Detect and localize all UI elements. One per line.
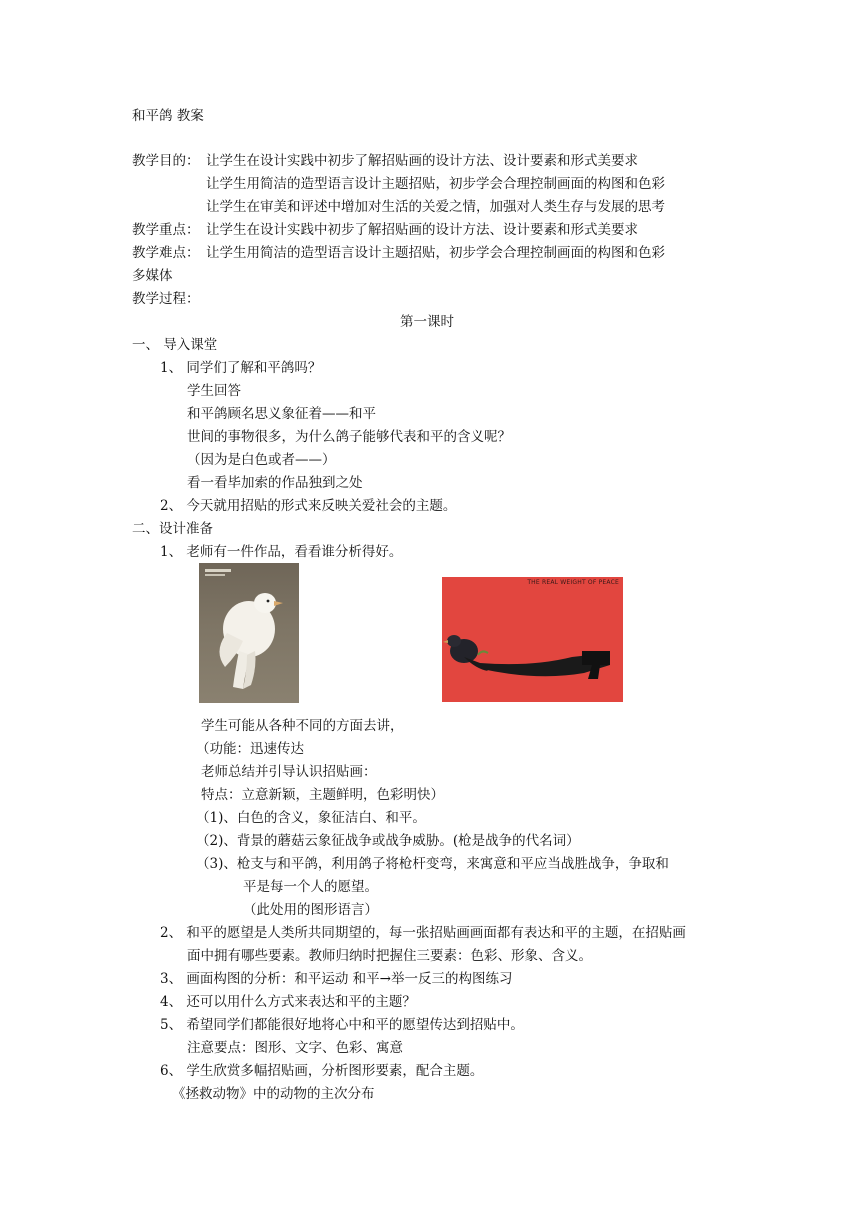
section1-line-3: 世间的事物很多，为什么鸽子能够代表和平的含义呢？ <box>187 429 511 445</box>
key-points: 让学生在设计实践中初步了解招贴画的设计方法、设计要素和形式美要求 <box>206 222 638 238</box>
section2-item3: 3、 画面构图的分析：和平运动 和平→举一反三的构图练习 <box>160 971 513 987</box>
gun-poster-caption: THE REAL WEIGHT OF PEACE <box>527 579 619 586</box>
media: 多媒体 <box>132 268 173 284</box>
section2-item4: 4、 还可以用什么方式来表达和平的主题？ <box>160 994 416 1010</box>
section2-item1: 1、 老师有一件作品，看看谁分析得好。 <box>160 544 403 560</box>
objective-2: 让学生用简洁的造型语言设计主题招贴，初步学会合理控制画面的构图和色彩 <box>206 176 665 192</box>
section2-item5: 5、 希望同学们都能很好地将心中和平的愿望传达到招贴中。 <box>160 1017 524 1033</box>
section2-item2-line2: 面中拥有哪些要素。教师归纳时把握住三要素：色彩、形象、含义。 <box>187 948 592 964</box>
after-line-1: 学生可能从各种不同的方面去讲， <box>201 718 404 734</box>
objectives-label: 教学目的： <box>132 153 200 169</box>
after-line-7: （3)、枪支与和平鸽，利用鸽子将枪杆变弯，来寓意和平应当战胜战争，争取和 <box>196 856 669 872</box>
lesson-heading: 第一课时 <box>400 314 454 330</box>
after-line-2: （功能：迅速传达 <box>196 741 304 757</box>
dove-on-gun-icon <box>442 577 623 702</box>
dove-poster-image <box>199 563 299 703</box>
section1-line-2: 和平鸽顾名思义象征着——和平 <box>187 406 376 422</box>
section1-item2: 2、 今天就用招贴的形式来反映关爱社会的主题。 <box>160 498 457 514</box>
objective-3: 让学生在审美和评述中增加对生活的关爱之情，加强对人类生存与发展的思考 <box>206 199 665 215</box>
difficulty: 让学生用简洁的造型语言设计主题招贴，初步学会合理控制画面的构图和色彩 <box>206 245 665 261</box>
after-line-3: 老师总结并引导认识招贴画： <box>201 764 377 780</box>
section1-line-1: 学生回答 <box>187 383 241 399</box>
after-line-6: （2)、背景的蘑菇云象征战争或战争威胁。(枪是战争的代名词） <box>196 833 580 849</box>
difficulty-label: 教学难点： <box>132 245 200 261</box>
section1-heading: 一、 导入课堂 <box>132 337 218 353</box>
after-line-8: 平是每一个人的愿望。 <box>243 879 378 895</box>
section2-item6-note: 《拯救动物》中的动物的主次分布 <box>172 1086 375 1102</box>
after-line-9: （此处用的图形语言） <box>243 902 378 918</box>
after-line-5: （1)、白色的含义，象征洁白、和平。 <box>196 810 426 826</box>
after-line-4: 特点：立意新颖，主题鲜明，色彩明快） <box>201 787 444 803</box>
doc-title: 和平鸽 教案 <box>132 108 204 124</box>
gun-poster-image <box>442 577 623 702</box>
process-label: 教学过程： <box>132 291 200 307</box>
section1-line-4: （因为是白色或者——） <box>187 452 336 468</box>
objective-1: 让学生在设计实践中初步了解招贴画的设计方法、设计要素和形式美要求 <box>206 153 638 169</box>
section1-item1: 1、 同学们了解和平鸽吗？ <box>160 360 322 376</box>
section2-item2-line1: 2、 和平的愿望是人类所共同期望的，每一张招贴画画面都有表达和平的主题，在招贴画 <box>160 925 686 941</box>
white-dove-icon <box>199 563 299 703</box>
key-points-label: 教学重点： <box>132 222 200 238</box>
section2-heading: 二、设计准备 <box>132 521 213 537</box>
section1-line-5: 看一看毕加索的作品独到之处 <box>187 475 363 491</box>
section2-item6: 6、 学生欣赏多幅招贴画，分析图形要素，配合主题。 <box>160 1063 484 1079</box>
section2-item5-note: 注意要点：图形、文字、色彩、寓意 <box>187 1040 403 1056</box>
